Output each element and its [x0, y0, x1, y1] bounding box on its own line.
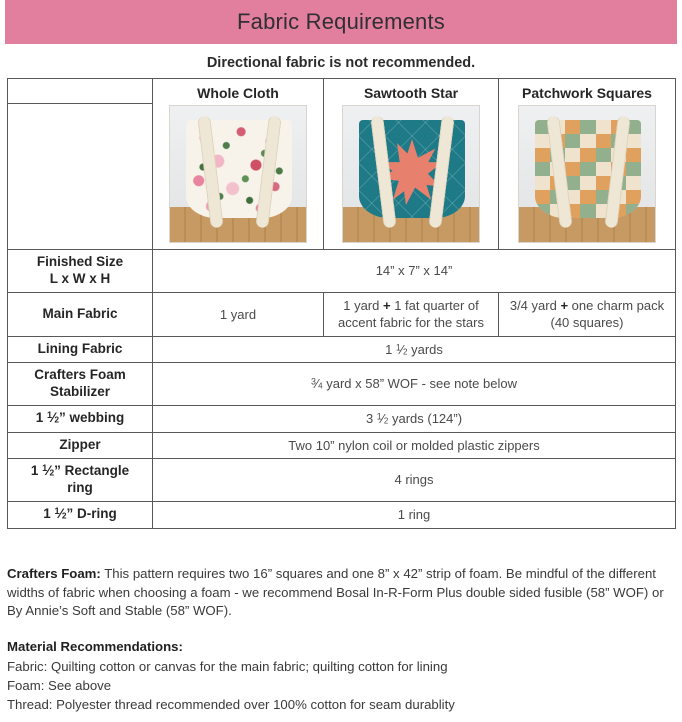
material-recommendations: [7, 637, 675, 715]
patchwork-square: [580, 176, 595, 190]
crafters-foam-note-body: This pattern requires two 16” squares and one 8” x 42” strip of foam. Be mindful of the different widths of fabric when choosing a foam - we recommend Bosal In-R-Form Plus double sided fusible (58” WOF) or By Annie’s Soft and Stable (58” WOF).: [7, 566, 664, 619]
row-label-finished-size: [8, 250, 153, 293]
crafters-foam-note-heading: Crafters Foam:: [7, 566, 101, 581]
table-header-row: [8, 79, 676, 104]
value-zipper: Two 10” nylon coil or molded plastic zippers: [153, 432, 676, 459]
row-label-rectangle-ring: [8, 459, 153, 502]
row-label-line-2: ring: [67, 480, 93, 496]
patchwork-square: [626, 176, 641, 190]
table-row-d-ring: [8, 501, 676, 528]
value-webbing: 3 $^1$⁄2 yards (124”): [153, 406, 676, 433]
value-crafters-foam-stabilizer: $^3$⁄4 yard x 58” WOF - see note below: [153, 363, 676, 406]
table-row-finished-size: [8, 250, 676, 293]
column-header-patchwork-squares: Patchwork Squares: [499, 79, 676, 104]
patchwork-square: [565, 120, 580, 134]
patchwork-square: [565, 134, 580, 148]
patchwork-square: [596, 148, 611, 162]
value-main-fabric-sawtooth-star: 1 yard + 1 fat quarter of accent fabric for the stars: [324, 292, 499, 336]
patchwork-square: [596, 162, 611, 176]
row-label-line-1: 1 $^1$⁄2” Rectangle: [30, 463, 130, 479]
patchwork-square: [596, 134, 611, 148]
row-label-main-fabric: Main Fabric: [8, 292, 153, 336]
patchwork-square: [596, 120, 611, 134]
patchwork-square: [626, 162, 641, 176]
row-label-zipper: Zipper: [8, 432, 153, 459]
row-label-lining-fabric: Lining Fabric: [8, 336, 153, 363]
table-row-main-fabric: [8, 292, 676, 336]
table-row-crafters-foam-stabilizer: [8, 363, 676, 406]
row-label-webbing: 1 $^1$⁄2” webbing: [8, 406, 153, 433]
column-header-sawtooth-star: Sawtooth Star: [324, 79, 499, 104]
row-label-crafters-foam-stabilizer: [8, 363, 153, 406]
column-header-whole-cloth: Whole Cloth: [153, 79, 324, 104]
patchwork-square: [626, 190, 641, 204]
patchwork-squares-bag-photo: [518, 105, 656, 243]
patchwork-square: [626, 148, 641, 162]
value-d-ring: 1 ring: [153, 501, 676, 528]
table-photo-row: [8, 103, 676, 250]
table-row-lining-fabric: [8, 336, 676, 363]
page-title: Fabric Requirements: [237, 9, 445, 34]
table-row-zipper: [8, 432, 676, 459]
patchwork-square: [565, 148, 580, 162]
material-line-fabric: Fabric: Quilting cotton or canvas for the main fabric; quilting cotton for lining: [7, 659, 448, 675]
patchwork-square: [580, 148, 595, 162]
material-recommendations-heading: Material Recommendations:: [7, 639, 183, 654]
patchwork-square: [535, 190, 550, 204]
patchwork-square: [580, 204, 595, 218]
page-title-banner: [5, 0, 677, 44]
patchwork-square: [580, 120, 595, 134]
photo-cell-whole-cloth: [153, 103, 324, 250]
material-line-thread: Thread: Polyester thread recommended over 100% cotton for seam durablity: [7, 697, 455, 713]
crafters-foam-note: [7, 565, 675, 621]
row-label-line-1: Crafters Foam: [34, 367, 126, 383]
value-main-fabric-patchwork-squares: 3/4 yard + one charm pack (40 squares): [499, 292, 676, 336]
material-line-foam: Foam: See above: [7, 678, 112, 694]
patchwork-square: [535, 176, 550, 190]
row-label-line-2: Stabilizer: [49, 384, 111, 400]
patchwork-square: [580, 134, 595, 148]
value-rectangle-ring: 4 rings: [153, 459, 676, 502]
value-finished-size: 14” x 7” x 14”: [153, 250, 676, 293]
row-label-d-ring: 1 $^1$⁄2” D-ring: [8, 501, 153, 528]
sawtooth-star-bag-photo: [342, 105, 480, 243]
patchwork-square: [580, 190, 595, 204]
patchwork-square: [535, 162, 550, 176]
table-row-rectangle-ring: [8, 459, 676, 502]
fabric-requirements-table: [7, 78, 676, 529]
empty-corner-cell-lower: [8, 103, 153, 250]
photo-cell-sawtooth-star: [324, 103, 499, 250]
whole-cloth-bag-photo: [169, 105, 307, 243]
patchwork-square: [535, 148, 550, 162]
directional-fabric-note: Directional fabric is not recommended.: [206, 55, 476, 71]
empty-corner-cell: [8, 79, 153, 104]
table-row-webbing: [8, 406, 676, 433]
row-label-line-2: L x W x H: [49, 270, 111, 286]
patchwork-square: [580, 162, 595, 176]
value-lining-fabric: 1 $^1$⁄2 yards: [153, 336, 676, 363]
row-label-line-1: Finished Size: [36, 254, 124, 269]
value-main-fabric-whole-cloth: 1 yard: [153, 292, 324, 336]
patchwork-square: [565, 162, 580, 176]
photo-cell-patchwork-squares: [499, 103, 676, 250]
